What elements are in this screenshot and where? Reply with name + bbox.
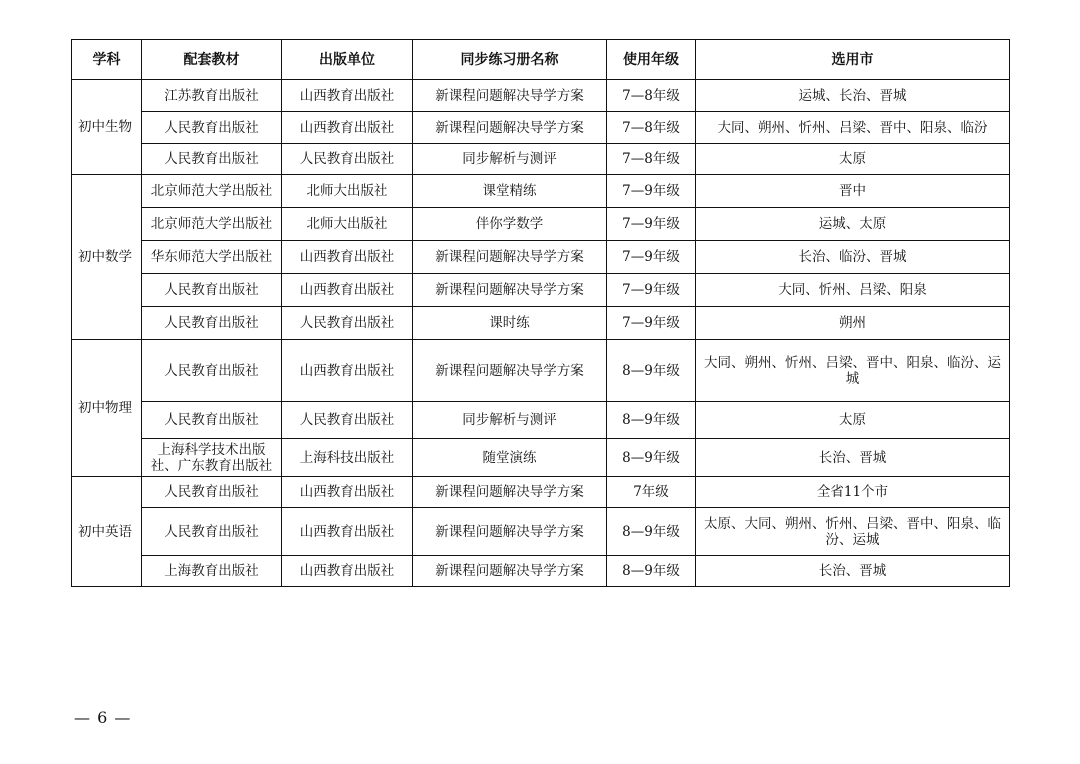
textbook-cell: 人民教育出版社 [142, 508, 282, 556]
grade-cell: 7年级 [607, 477, 696, 508]
table-row [72, 144, 1010, 175]
publisher-cell: 山西教育出版社 [282, 241, 413, 274]
header-workbook-name: 同步练习册名称 [413, 40, 607, 80]
publisher-cell: 人民教育出版社 [282, 307, 413, 340]
cities-cell: 晋中 [696, 175, 1010, 208]
cities-cell: 太原、大同、朔州、忻州、吕梁、晋中、阳泉、临汾、运城 [696, 508, 1010, 556]
workbook-cell: 随堂演练 [413, 439, 607, 477]
workbook-cell: 新课程问题解决导学方案 [413, 241, 607, 274]
textbook-cell: 北京师范大学出版社 [142, 208, 282, 241]
table-row [72, 274, 1010, 307]
textbook-cell: 人民教育出版社 [142, 307, 282, 340]
workbook-cell: 新课程问题解决导学方案 [413, 508, 607, 556]
workbook-cell: 新课程问题解决导学方案 [413, 80, 607, 112]
table-row [72, 477, 1010, 508]
textbook-cell: 上海教育出版社 [142, 556, 282, 587]
header-textbook: 配套教材 [142, 40, 282, 80]
table-row [72, 175, 1010, 208]
workbook-cell: 课堂精练 [413, 175, 607, 208]
workbook-cell: 伴你学数学 [413, 208, 607, 241]
subject-cell: 初中数学 [72, 175, 142, 340]
table-row [72, 340, 1010, 402]
header-publisher: 出版单位 [282, 40, 413, 80]
publisher-cell: 山西教育出版社 [282, 112, 413, 144]
header-grade: 使用年级 [607, 40, 696, 80]
textbook-cell: 北京师范大学出版社 [142, 175, 282, 208]
workbook-cell: 新课程问题解决导学方案 [413, 477, 607, 508]
table-row [72, 241, 1010, 274]
publisher-cell: 上海科技出版社 [282, 439, 413, 477]
header-cities: 选用市 [696, 40, 1010, 80]
cities-cell: 大同、忻州、吕梁、阳泉 [696, 274, 1010, 307]
cities-cell: 运城、太原 [696, 208, 1010, 241]
textbook-cell: 人民教育出版社 [142, 144, 282, 175]
workbook-cell: 新课程问题解决导学方案 [413, 556, 607, 587]
cities-cell: 太原 [696, 144, 1010, 175]
table-row [72, 112, 1010, 144]
cities-cell: 朔州 [696, 307, 1010, 340]
textbook-cell: 人民教育出版社 [142, 274, 282, 307]
cities-cell: 大同、朔州、忻州、吕梁、晋中、阳泉、临汾、运城 [696, 340, 1010, 402]
page-number: — 6 — [74, 708, 132, 727]
publisher-cell: 山西教育出版社 [282, 556, 413, 587]
grade-cell: 8—9年级 [607, 439, 696, 477]
publisher-cell: 山西教育出版社 [282, 477, 413, 508]
table-row [72, 80, 1010, 112]
grade-cell: 7—8年级 [607, 144, 696, 175]
subject-cell: 初中生物 [72, 80, 142, 175]
grade-cell: 8—9年级 [607, 402, 696, 439]
cities-cell: 长治、晋城 [696, 556, 1010, 587]
table-row [72, 307, 1010, 340]
grade-cell: 8—9年级 [607, 340, 696, 402]
table-row [72, 208, 1010, 241]
textbook-cell: 江苏教育出版社 [142, 80, 282, 112]
header-subject: 学科 [72, 40, 142, 80]
table-row [72, 556, 1010, 587]
workbook-cell: 新课程问题解决导学方案 [413, 274, 607, 307]
grade-cell: 7—9年级 [607, 241, 696, 274]
workbook-selection-table [71, 39, 1010, 587]
workbook-cell: 同步解析与测评 [413, 402, 607, 439]
textbook-cell: 上海科学技术出版社、广东教育出版社 [142, 439, 282, 477]
grade-cell: 8—9年级 [607, 556, 696, 587]
table-row [72, 402, 1010, 439]
cities-cell: 长治、临汾、晋城 [696, 241, 1010, 274]
cities-cell: 运城、长治、晋城 [696, 80, 1010, 112]
workbook-cell: 新课程问题解决导学方案 [413, 340, 607, 402]
grade-cell: 7—9年级 [607, 274, 696, 307]
table-row [72, 439, 1010, 477]
publisher-cell: 人民教育出版社 [282, 402, 413, 439]
subject-cell: 初中英语 [72, 477, 142, 587]
publisher-cell: 北师大出版社 [282, 208, 413, 241]
grade-cell: 7—8年级 [607, 112, 696, 144]
workbook-cell: 同步解析与测评 [413, 144, 607, 175]
textbook-cell: 人民教育出版社 [142, 402, 282, 439]
cities-cell: 大同、朔州、忻州、吕梁、晋中、阳泉、临汾 [696, 112, 1010, 144]
table-row [72, 508, 1010, 556]
table-header-row [72, 40, 1010, 80]
grade-cell: 8—9年级 [607, 508, 696, 556]
textbook-cell: 人民教育出版社 [142, 112, 282, 144]
textbook-cell: 人民教育出版社 [142, 477, 282, 508]
workbook-cell: 新课程问题解决导学方案 [413, 112, 607, 144]
subject-cell: 初中物理 [72, 340, 142, 477]
workbook-cell: 课时练 [413, 307, 607, 340]
publisher-cell: 山西教育出版社 [282, 508, 413, 556]
textbook-cell: 人民教育出版社 [142, 340, 282, 402]
grade-cell: 7—9年级 [607, 175, 696, 208]
publisher-cell: 山西教育出版社 [282, 80, 413, 112]
grade-cell: 7—8年级 [607, 80, 696, 112]
grade-cell: 7—9年级 [607, 208, 696, 241]
grade-cell: 7—9年级 [607, 307, 696, 340]
publisher-cell: 北师大出版社 [282, 175, 413, 208]
cities-cell: 全省11个市 [696, 477, 1010, 508]
publisher-cell: 山西教育出版社 [282, 274, 413, 307]
textbook-cell: 华东师范大学出版社 [142, 241, 282, 274]
publisher-cell: 山西教育出版社 [282, 340, 413, 402]
publisher-cell: 人民教育出版社 [282, 144, 413, 175]
cities-cell: 长治、晋城 [696, 439, 1010, 477]
cities-cell: 太原 [696, 402, 1010, 439]
